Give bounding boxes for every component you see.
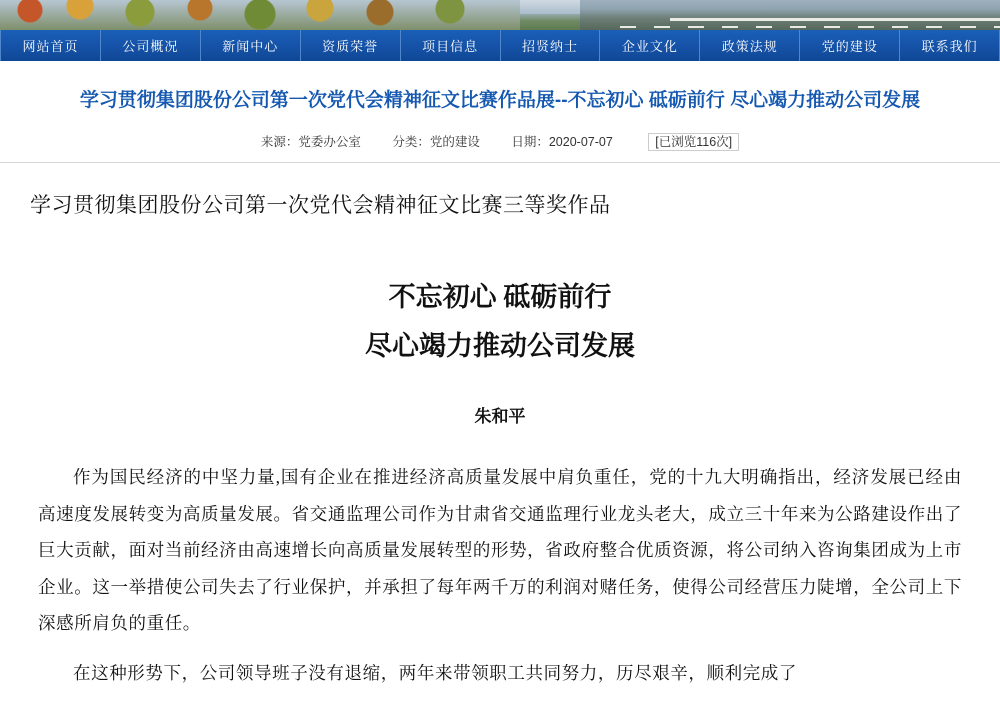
document-title [30, 219, 970, 373]
article-meta [30, 132, 970, 162]
nav-label: 资质荣誉 [322, 39, 379, 54]
nav-label: 网站首页 [22, 39, 79, 54]
nav-item-culture[interactable] [600, 30, 700, 61]
meta-category: 分类：党的建设 [392, 134, 480, 149]
site-banner-image [0, 0, 1000, 30]
meta-source: 来源：党委办公室 [260, 134, 361, 149]
article-container [30, 61, 970, 702]
header-divider [0, 162, 1000, 163]
article-paragraph: 作为国民经济的中坚力量,国有企业在推进经济高质量发展中肩负重任，党的十九大明确指出，经济发展已经由高速度发展转变为高质量发展。省交通监理公司作为甘肃省交通监理行业龙头老大，成立三十年来为公路建设作出了巨大贡献，面对当前经济由高速增长向高质量发展转型的形势，省政府整合优质资源，将公司纳入咨询集团成为上市企业。这一举措使公司失去了行业保护，并承担了每年两千万的利润对赌任务，使得公司经营压力陡增，全公司上下深感所肩负的重任。 [38, 467, 962, 633]
banner-road-marking [620, 26, 1000, 28]
nav-item-honors[interactable] [301, 30, 401, 61]
nav-item-profile[interactable] [101, 30, 201, 61]
main-navigation [0, 30, 1000, 61]
nav-label: 新闻中心 [222, 39, 279, 54]
nav-label: 党的建设 [821, 39, 878, 54]
nav-item-contact[interactable] [900, 30, 1000, 61]
banner-guardrail [670, 18, 1000, 21]
article-subtitle: 学习贯彻集团股份公司第一次党代会精神征文比赛三等奖作品 [30, 192, 611, 217]
nav-label: 招贤纳士 [521, 39, 578, 54]
document-author: 朱和平 [474, 407, 526, 427]
nav-item-news[interactable] [201, 30, 301, 61]
meta-date: 日期：2020-07-07 [511, 134, 613, 149]
nav-item-projects[interactable] [401, 30, 501, 61]
nav-label: 联系我们 [921, 39, 978, 54]
article-paragraph: 在这种形势下，公司领导班子没有退缩，两年来带领职工共同努力，历尽艰辛，顺利完成了 [73, 663, 797, 684]
nav-label: 政策法规 [721, 39, 778, 54]
nav-item-policy[interactable] [700, 30, 800, 61]
document-title-line-2: 尽心竭力推动公司发展 [365, 331, 635, 362]
meta-view-count: [已浏览116次] [648, 133, 739, 151]
nav-item-home[interactable] [0, 30, 101, 61]
nav-item-party[interactable] [800, 30, 900, 61]
banner-trees [0, 0, 520, 30]
nav-label: 项目信息 [422, 39, 479, 54]
nav-item-careers[interactable] [501, 30, 601, 61]
document-title-line-1: 不忘初心 砥砺前行 [388, 281, 612, 312]
nav-label: 公司概况 [122, 39, 179, 54]
article-headline: 学习贯彻集团股份公司第一次党代会精神征文比赛作品展--不忘初心 砥砺前行 尽心竭力推动公司发展 [79, 90, 921, 111]
nav-label: 企业文化 [621, 39, 678, 54]
